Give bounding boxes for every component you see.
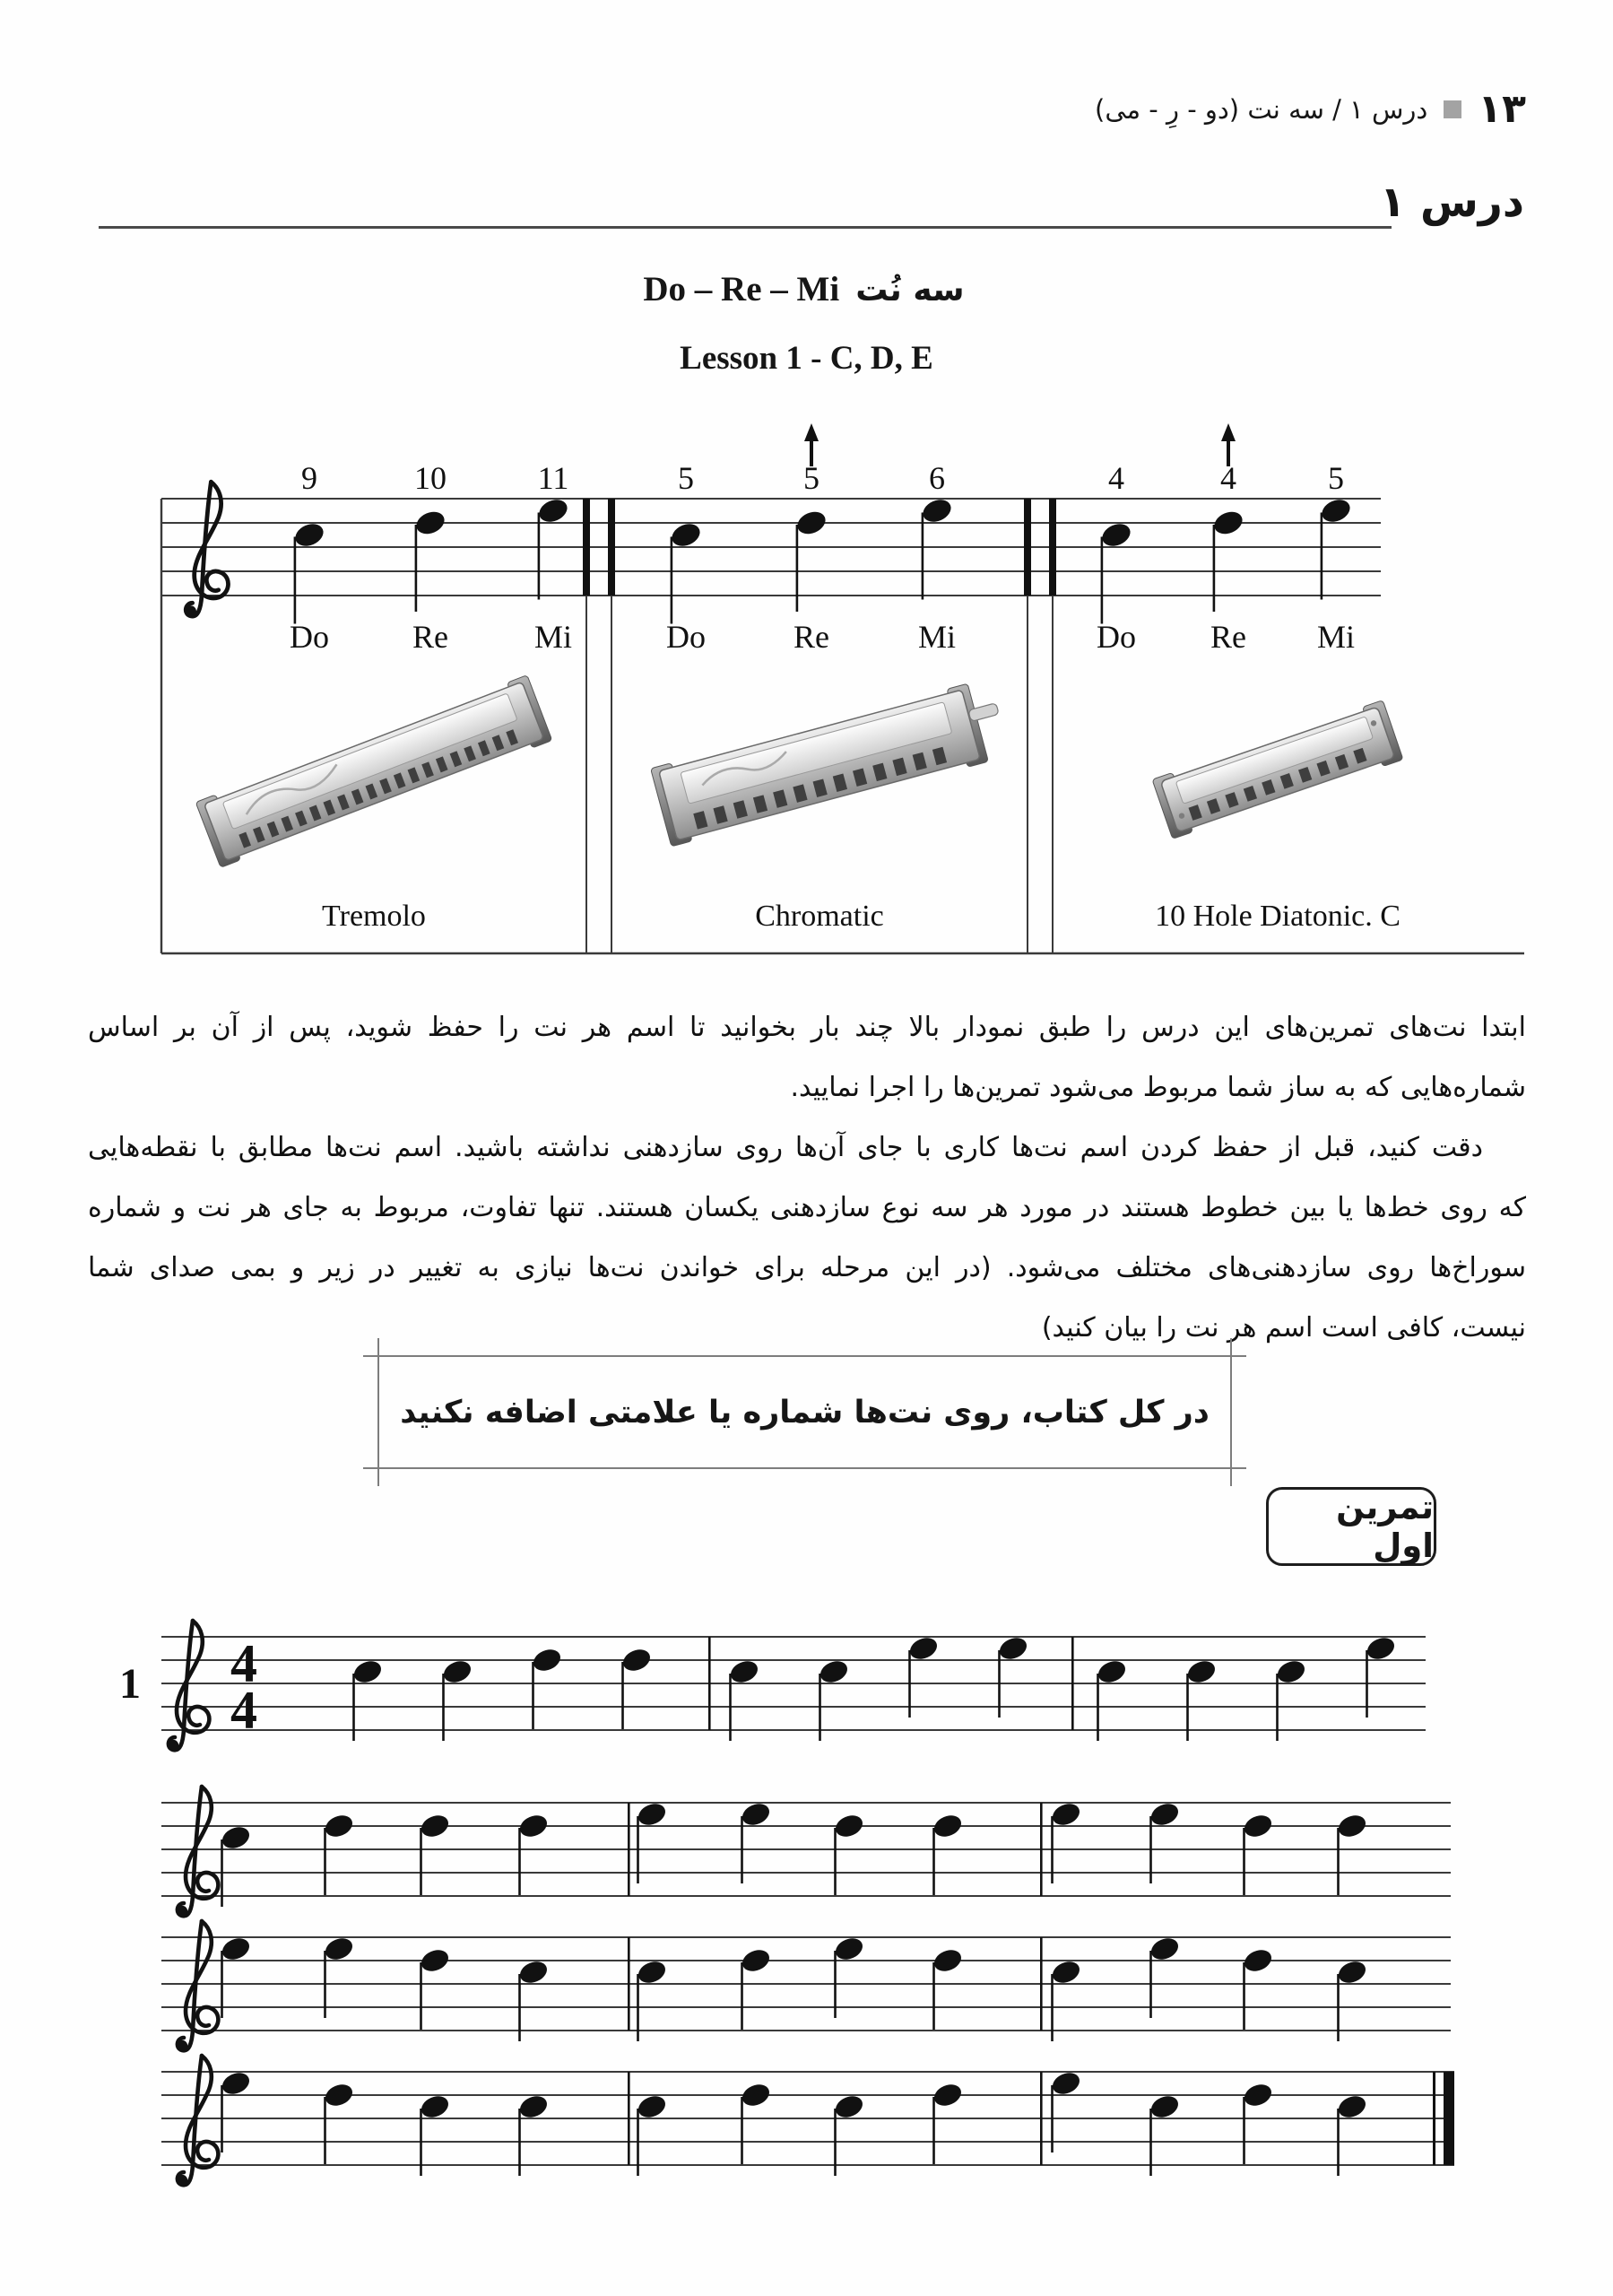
paragraph-line: سوراخ‌ها روی سازدهنی‌های مختلف می‌شود. (در این مرحله برای خواندن نت‌ها نیازی به تغییر در زیر و بمی صدای شما: [88, 1252, 1526, 1283]
barline: [1040, 1803, 1043, 1896]
time-signature-upper: 4: [230, 1634, 257, 1693]
lesson-subtitle-english: Lesson 1 - C, D, E: [680, 340, 933, 377]
quarter-note-mi: [906, 1634, 940, 1718]
solfege-label: Mi: [1316, 619, 1356, 655]
paragraph-line: شماره‌هایی که به ساز شما مربوط می‌شود تمرین‌ها را اجرا نمایید.: [790, 1072, 1526, 1103]
quarter-note-do: [1184, 1657, 1218, 1741]
double-barline: [1024, 499, 1031, 596]
quarter-note-mi: [832, 1935, 865, 2018]
instrument-label: Chromatic: [755, 900, 884, 933]
quarter-note-mi: [1148, 1935, 1181, 2018]
hole-number: 9: [301, 460, 317, 496]
quarter-note-re: [1241, 2081, 1274, 2164]
quarter-note-mi: [1049, 2069, 1082, 2152]
time-signature-lower: 4: [230, 1681, 257, 1740]
hole-number: 10: [414, 460, 447, 496]
exercise-staves: [90, 1596, 1524, 2224]
quarter-note-do: [1335, 1958, 1368, 2041]
double-barline: [608, 499, 615, 596]
hole-number: 11: [537, 460, 569, 496]
quarter-note-re: [739, 2081, 772, 2164]
quarter-note-re: [322, 1812, 355, 1895]
quarter-note-mi: [322, 1935, 355, 2018]
quarter-note-re: [931, 1812, 964, 1895]
header-section-title: درس ۱ / سه نت (دو - رِ - می): [1095, 93, 1428, 125]
quarter-note-do: [351, 1657, 384, 1741]
paragraph-line: که روی خط‌ها یا بین خطوط هستند در مورد هر سه نوع سازدهنی یکسان هستند. تنها تفاوت، مربوط به جای هر نت و شماره: [88, 1192, 1526, 1223]
quarter-note-do: [635, 2092, 668, 2176]
quarter-note-do: [635, 1958, 668, 2041]
quarter-note-mi: [635, 1800, 668, 1883]
treble-clef-icon: [168, 1621, 210, 1751]
solfege-label: Mi: [533, 619, 573, 655]
page-header: [1095, 86, 1526, 132]
quarter-note-do: [817, 1657, 850, 1741]
quarter-note-do: [832, 2092, 865, 2176]
quarter-note-re: [418, 1812, 451, 1895]
tremolo-harmonica-image: [195, 675, 552, 868]
barline: [1040, 2072, 1043, 2165]
quarter-note-do: [1335, 2092, 1368, 2176]
quarter-note-mi: [1364, 1634, 1397, 1718]
treble-clef-icon: [177, 1787, 219, 1917]
barline: [1040, 1937, 1043, 2031]
double-barline: [1049, 499, 1056, 596]
barline: [1071, 1637, 1074, 1730]
title-rule: [99, 226, 1392, 229]
lesson-title: درس ۱: [1379, 178, 1524, 227]
paragraph-line: نیست، کافی است اسم هر نت را بیان کنید): [1041, 1312, 1526, 1344]
quarter-note-re: [931, 1946, 964, 2030]
quarter-note-mi: [996, 1634, 1029, 1718]
barline: [1444, 2072, 1454, 2165]
diatonic-harmonica-image: [1152, 700, 1403, 839]
quarter-note-do: [516, 2092, 550, 2176]
square-bullet-icon: [1444, 100, 1461, 118]
quarter-note-re: [1241, 1946, 1274, 2030]
page-number: ۱۳: [1478, 86, 1526, 132]
quarter-note-mi: [219, 2069, 252, 2152]
quarter-note-re: [322, 2081, 355, 2164]
solfege-label: Do: [290, 619, 329, 655]
treble-clef-icon: [177, 2056, 219, 2186]
exercise-badge: تمرین اول: [1266, 1487, 1436, 1566]
barline: [708, 1637, 711, 1730]
paragraph-line: دقت کنید، قبل از حفظ کردن اسم نت‌ها کاری با جای آن‌ها روی سازدهنی نداشته باشید. اسم نت‌ها مطابق با نقطه‌هایی: [88, 1132, 1483, 1163]
quarter-note-re: [1241, 1812, 1274, 1895]
quarter-note-re: [739, 1946, 772, 2030]
quarter-note-re: [832, 1812, 865, 1895]
quarter-note-mi: [219, 1935, 252, 2018]
solfege-label: Re: [412, 619, 448, 655]
hole-number: 5: [803, 460, 820, 496]
quarter-note-mi: [1148, 1800, 1181, 1883]
solfege-label: Re: [793, 619, 829, 655]
callout-text: در کل کتاب، روی نت‌ها شماره یا علامتی اضافه نکنید: [400, 1395, 1210, 1431]
chromatic-harmonica-image: [651, 678, 1010, 847]
quarter-note-do: [516, 1958, 550, 2041]
quarter-note-do: [1095, 1657, 1128, 1741]
quarter-note-do: [727, 1657, 760, 1741]
quarter-note-mi: [1049, 1800, 1082, 1883]
quarter-note-re: [931, 2081, 964, 2164]
note-names-heading: [0, 269, 1613, 309]
paragraph-line: ابتدا نت‌های تمرین‌های این درس را طبق نمودار بالا چند بار بخوانید تا اسم هر نت را حفظ شوید، پس از آن بر اساس: [88, 1012, 1526, 1043]
instrument-label: 10 Hole Diatonic. C: [1155, 900, 1401, 933]
treble-clef-icon: [177, 1921, 219, 2051]
solfege-label: Mi: [917, 619, 957, 655]
treble-clef-icon: [185, 482, 228, 617]
body-text: [88, 997, 1526, 1358]
quarter-note-re: [620, 1646, 653, 1729]
note-names-persian: سه نُت: [855, 272, 965, 309]
hole-number: 5: [678, 460, 694, 496]
quarter-note-re: [1335, 1812, 1368, 1895]
note-number-diagram: [90, 413, 1569, 964]
barline: [1433, 2072, 1435, 2165]
hole-number: 6: [929, 460, 945, 496]
quarter-note-mi: [739, 1800, 772, 1883]
quarter-note-do: [1049, 1958, 1082, 2041]
barline: [628, 2072, 630, 2165]
quarter-note-do: [219, 1823, 252, 1907]
double-barline: [583, 499, 590, 596]
solfege-label: Do: [1097, 619, 1136, 655]
quarter-note-re: [516, 1812, 550, 1895]
solfege-label: Re: [1210, 619, 1246, 655]
quarter-note-re: [530, 1646, 563, 1729]
barline: [628, 1937, 630, 2031]
callout-box: [359, 1332, 1251, 1493]
quarter-note-do: [418, 2092, 451, 2176]
barline: [628, 1803, 630, 1896]
hole-number: 5: [1328, 460, 1344, 496]
note-names-latin: Do – Re – Mi: [643, 270, 840, 309]
hole-number: 4: [1108, 460, 1124, 496]
exercise-number: 1: [119, 1660, 141, 1708]
quarter-note-do: [1274, 1657, 1307, 1741]
quarter-note-do: [440, 1657, 473, 1741]
hole-number: 4: [1220, 460, 1236, 496]
quarter-note-re: [418, 1946, 451, 2030]
instrument-label: Tremolo: [322, 900, 426, 933]
quarter-note-do: [1148, 2092, 1181, 2176]
solfege-label: Do: [666, 619, 706, 655]
